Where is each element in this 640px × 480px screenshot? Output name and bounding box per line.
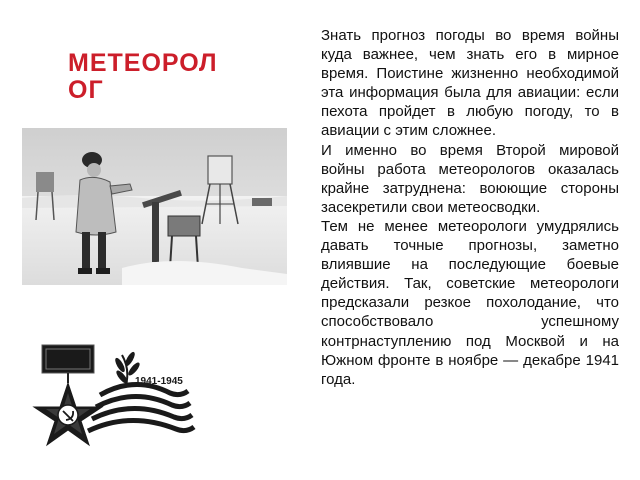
victory-medal <box>30 335 200 467</box>
paragraph-1: Знать прогноз погоды во время войны куда важнее, чем знать его в мирное время. Поистине жизненно необходимой эта информация была для авиации: если пехота пройдет в любую погоду, то в авиации с этим сложнее. <box>321 27 619 140</box>
article-text <box>321 26 619 389</box>
paragraph-2: И именно во время Второй мировой войны работа метеорологов оказалась крайне затруднена: воюющие стороны засекретили свои метеосводки. <box>321 141 619 216</box>
meteorologist-photo <box>22 128 287 285</box>
slide-title: МЕТЕОРОЛОГ <box>68 49 218 104</box>
paragraph-3: Тем не менее метеорологи умудрялись давать точные прогнозы, заметно влиявшие на последующие боевые действия. Так, советские метеорологи предсказали резкое похолодание, что способствовало успешному контрнаступлению под Москвой и на Южном фронте в ноябре — декабре 1941 года. <box>321 217 619 388</box>
medal-years: 1941-1945 <box>135 376 183 387</box>
